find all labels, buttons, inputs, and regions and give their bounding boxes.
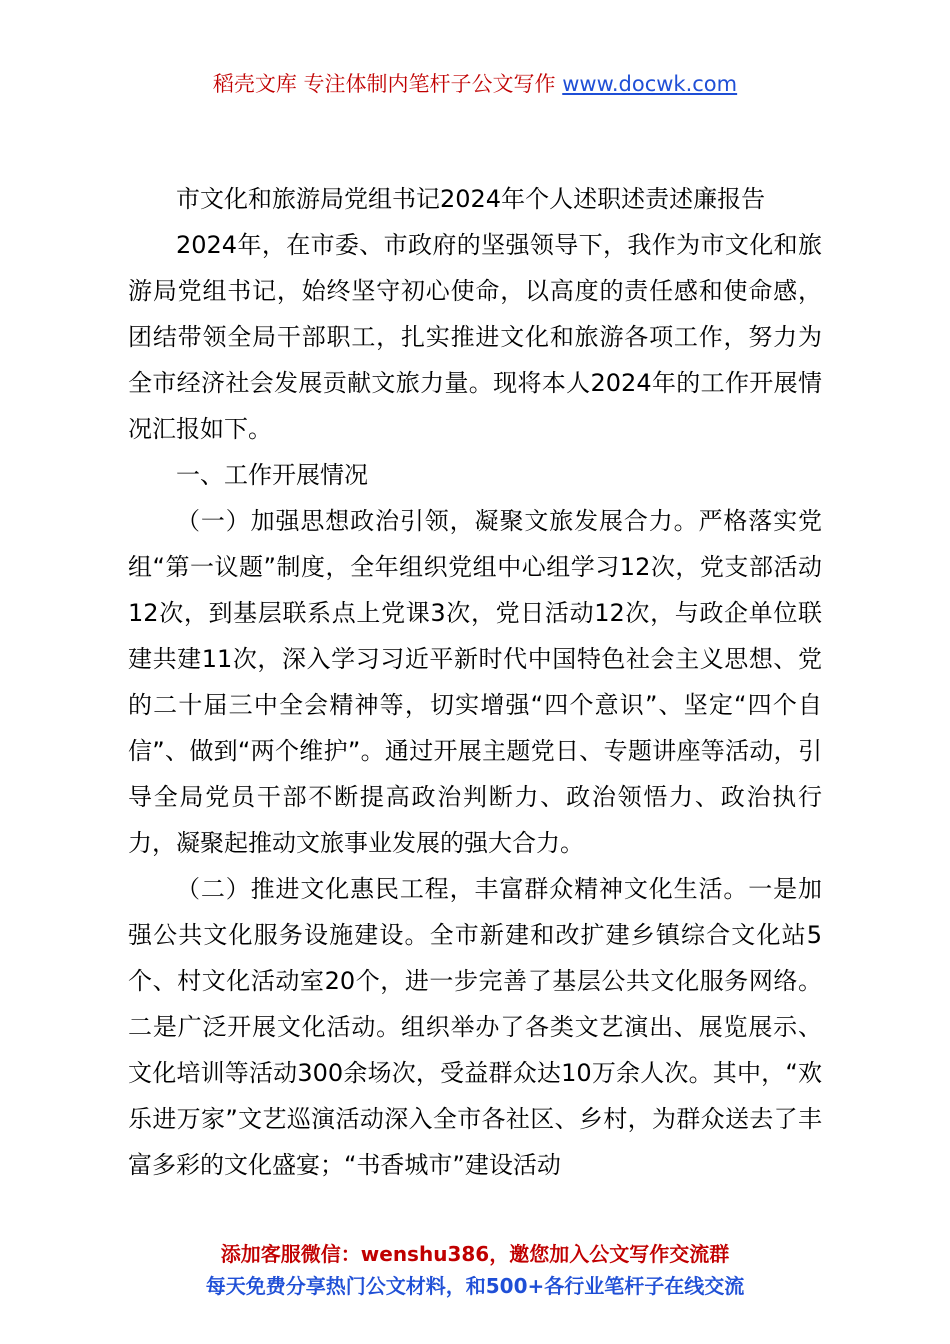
document-body [128,176,822,1188]
paragraph-political-guidance: （一）加强思想政治引领，凝聚文旅发展合力。严格落实党组“第一议题”制度，全年组织党组中心组学习12次，党支部活动12次，到基层联系点上党课3次，党日活动12次，与政企单位联建共建11次，深入学习习近平新时代中国特色社会主义思想、党的二十届三中全会精神等，切实增强“四个意识”、坚定“四个自信”、做到“两个维护”。通过开展主题党日、专题讲座等活动，引导全局党员干部不断提高政治判断力、政治领悟力、政治执行力，凝聚起推动文旅事业发展的强大合力。 [128,507,822,857]
document-title: 市文化和旅游局党组书记2024年个人述职述责述廉报告 [176,185,766,213]
site-banner [0,68,950,100]
footer-wechat-line: 添加客服微信：wenshu386，邀您加入公文写作交流群 [220,1242,730,1266]
paragraph-intro: 2024年，在市委、市政府的坚强领导下，我作为市文化和旅游局党组书记，始终坚守初心使命，以高度的责任感和使命感，团结带领全局干部职工，扎实推进文化和旅游各项工作，努力为全市经济社会发展贡献文旅力量。现将本人2024年的工作开展情况汇报如下。 [128,231,822,443]
site-url-link[interactable]: www.docwk.com [562,72,738,96]
section-heading: 一、工作开展情况 [176,461,368,489]
promo-footer [0,1238,950,1302]
site-brand-text: 稻壳文库 专注体制内笔杆子公文写作 [212,72,556,96]
footer-share-line: 每天免费分享热门公文材料，和500+各行业笔杆子在线交流 [205,1274,745,1298]
paragraph-cultural-projects: （二）推进文化惠民工程，丰富群众精神文化生活。一是加强公共文化服务设施建设。全市新建和改扩建乡镇综合文化站5个、村文化活动室20个，进一步完善了基层公共文化服务网络。二是广泛开展文化活动。组织举办了各类文艺演出、展览展示、文化培训等活动300余场次，受益群众达10万余人次。其中，“欢乐进万家”文艺巡演活动深入全市各社区、乡村，为群众送去了丰富多彩的文化盛宴；“书香城市”建设活动 [128,875,822,1179]
